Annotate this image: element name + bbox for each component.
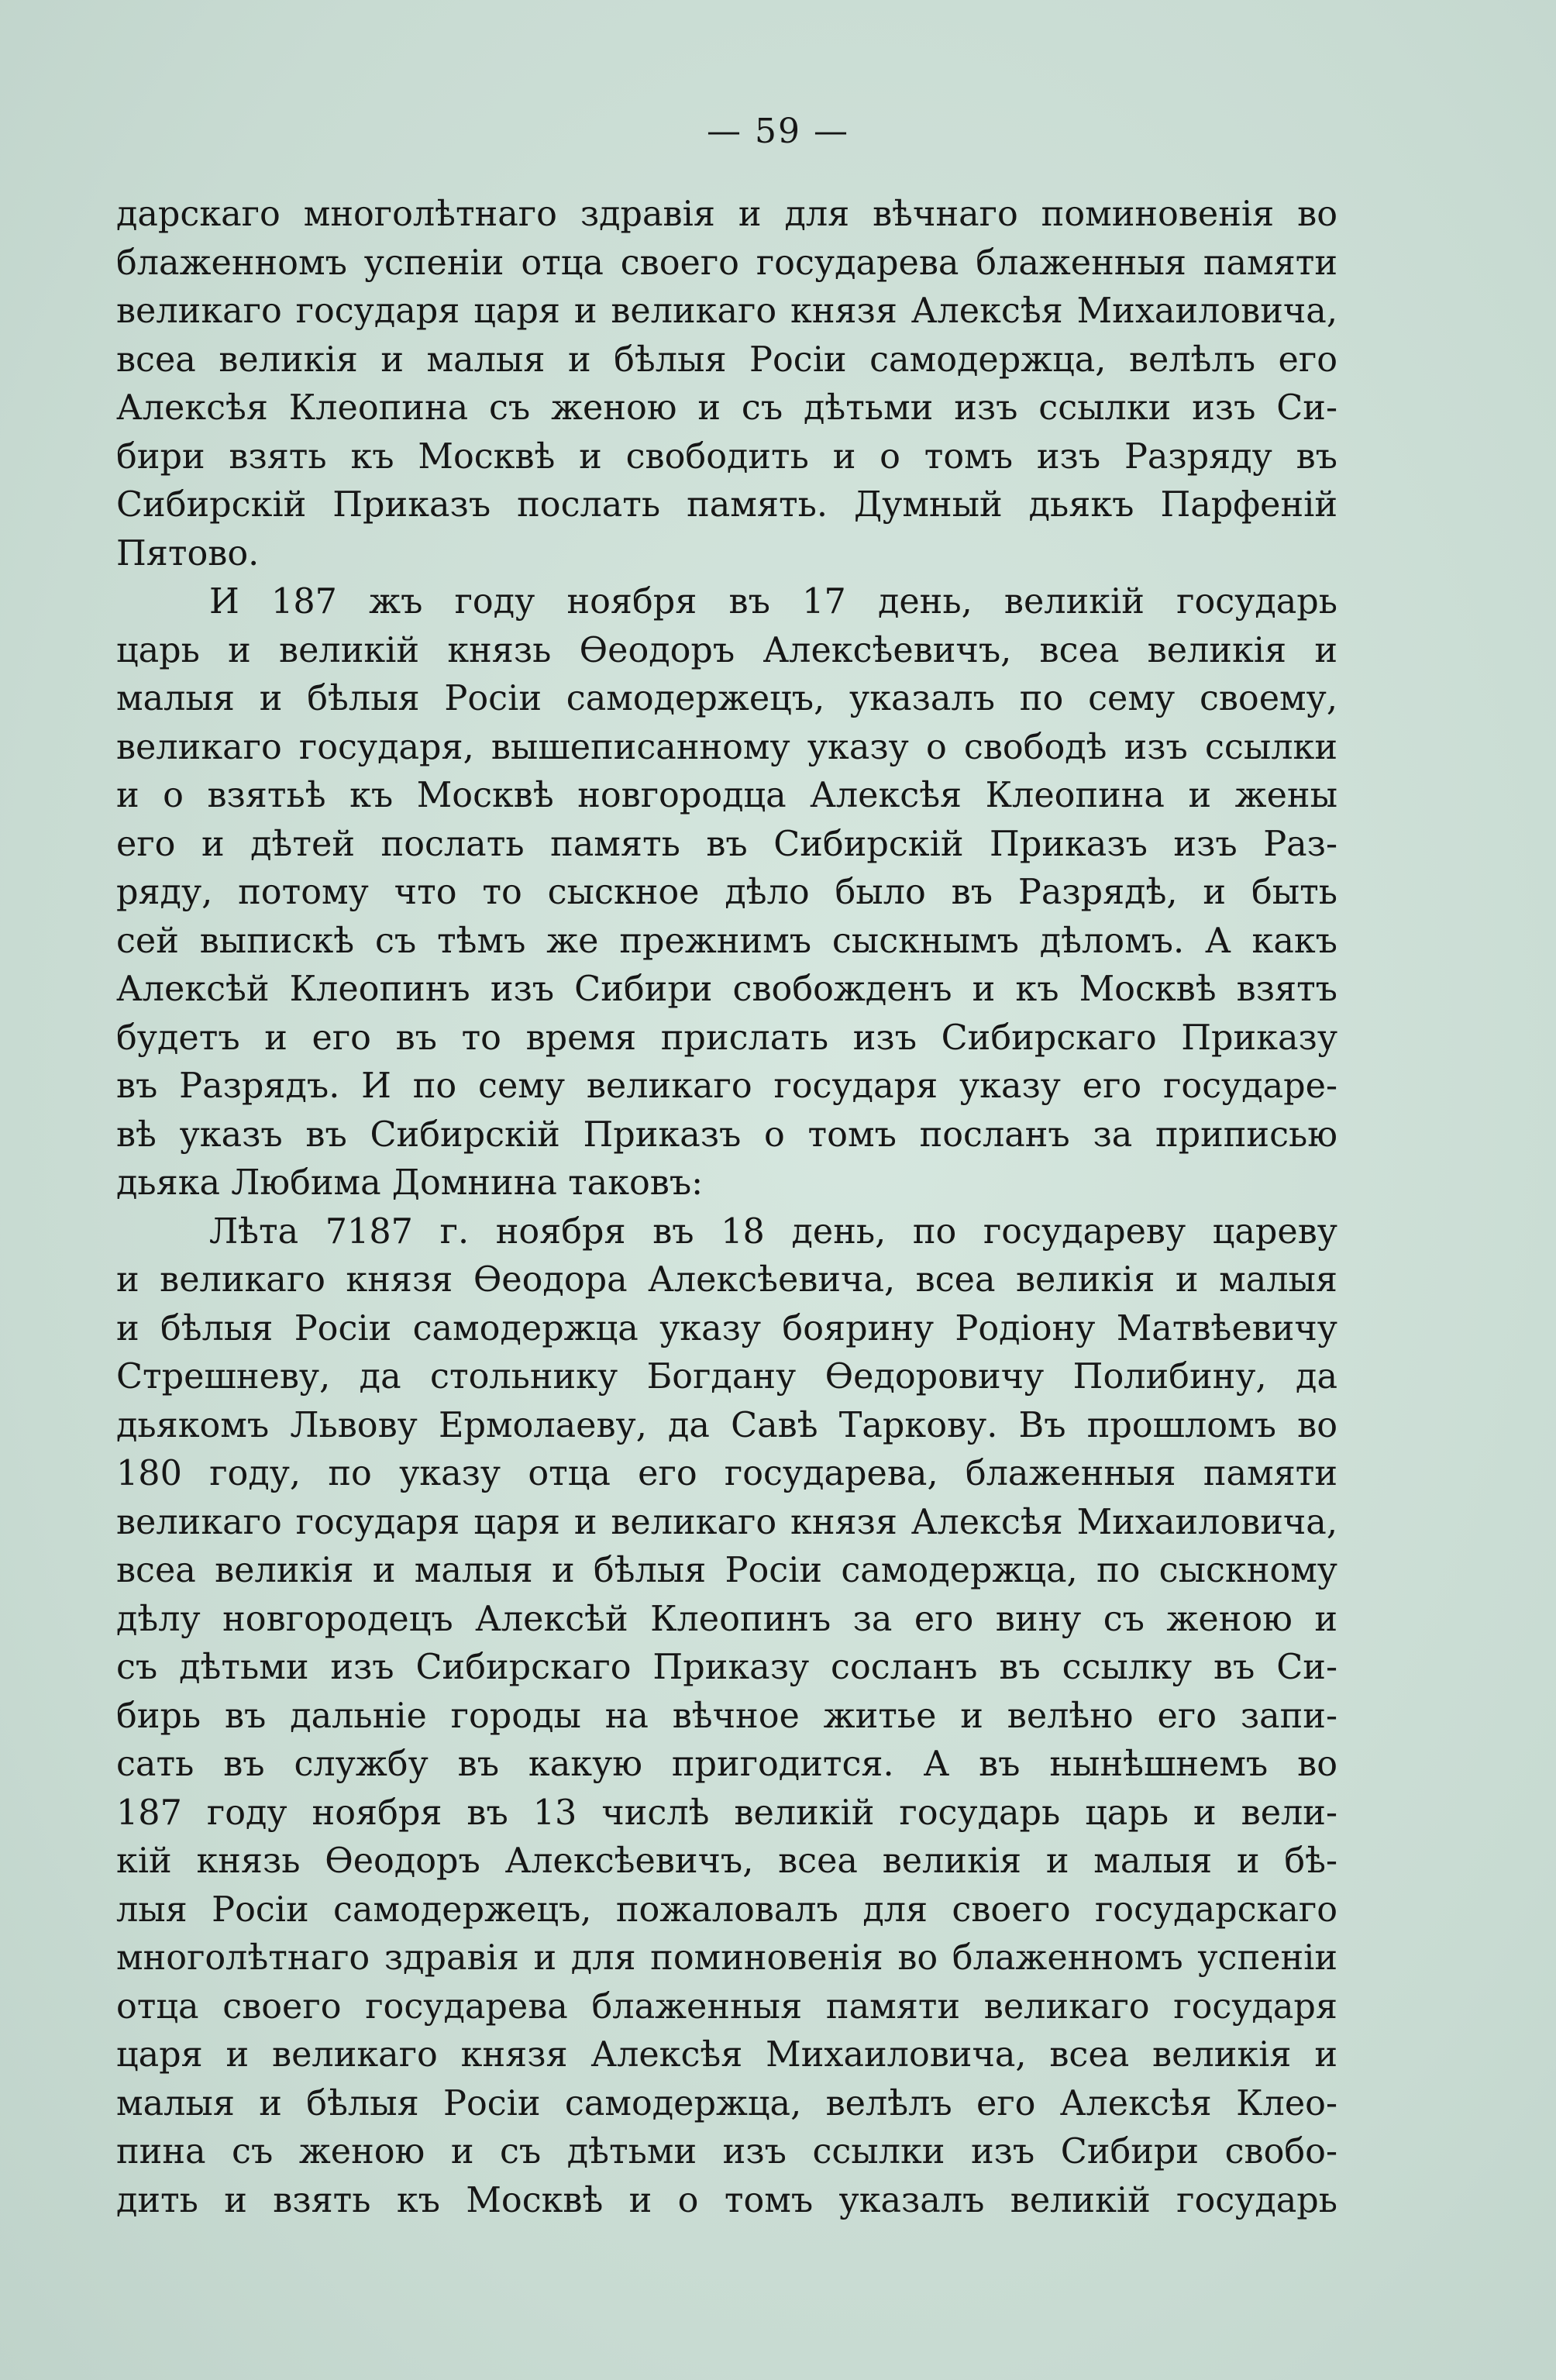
text-line: Пятово. (116, 533, 260, 573)
text-line: великаго государя, вышеписанному указу о свободѣ изъ ссылки (116, 727, 1337, 767)
text-line: Алексѣя Клеопина съ женою и съ дѣтьми изъ ссылки изъ Си- (116, 388, 1337, 428)
text-line: лыя Росіи самодержецъ, пожаловалъ для своего государскаго (116, 1889, 1337, 1930)
text-line: малыя и бѣлыя Росіи самодержца, велѣлъ его Алексѣя Клео- (116, 2083, 1337, 2123)
text-line: великаго государя царя и великаго князя Алексѣя Михаиловича, (116, 291, 1337, 331)
text-line: бирь въ дальніе городы на вѣчное житье и велѣно его запи- (116, 1696, 1337, 1736)
text-line: царь и великій князь Ѳеодоръ Алексѣевичъ, всеа великія и (116, 630, 1337, 670)
text-line: малыя и бѣлыя Росіи самодержецъ, указалъ по сему своему, (116, 679, 1337, 718)
text-line: отца своего государева блаженныя памяти великаго государя (116, 1986, 1337, 2027)
text-line: его и дѣтей послать память въ Сибирскій Приказъ изъ Раз- (116, 824, 1337, 864)
text-line: сать въ службу въ какую пригодится. А въ нынѣшнемъ во (116, 1745, 1337, 1784)
text-line: всеа великія и малыя и бѣлыя Росіи самодержца, по сыскному (116, 1551, 1337, 1590)
page-number: — 59 — (707, 112, 849, 151)
body-text (116, 191, 1337, 2225)
text-line: блаженномъ успеніи отца своего государева блаженныя памяти (116, 243, 1337, 283)
text-line: вѣ указъ въ Сибирскій Приказъ о томъ посланъ за приписью (116, 1114, 1337, 1155)
text-line: пина съ женою и съ дѣтьми изъ ссылки изъ Сибири свобо- (116, 2132, 1337, 2172)
text-line: Сибирскій Приказъ послать память. Думный дьякъ Парфеній (116, 485, 1337, 525)
paragraph-first-line: И 187 жъ году ноября въ 17 день, великій государь (209, 582, 1337, 622)
text-line: 187 году ноября въ 13 числѣ великій государь царь и вели- (116, 1793, 1337, 1833)
text-line: и великаго князя Ѳеодора Алексѣевича, всеа великія и малыя (116, 1260, 1337, 1300)
text-line: ряду, потому что то сыскное дѣло было въ Разрядѣ, и быть (116, 873, 1337, 912)
text-line: Алексѣй Клеопинъ изъ Сибири свобожденъ и къ Москвѣ взятъ (116, 970, 1337, 1009)
text-line: сей выпискѣ съ тѣмъ же прежнимъ сыскнымъ дѣломъ. А какъ (116, 921, 1337, 961)
text-line: всеа великія и малыя и бѣлыя Росіи самодержца, велѣлъ его (116, 339, 1337, 380)
paragraph-first-line: Лѣта 7187 г. ноября въ 18 день, по государеву цареву (209, 1211, 1337, 1252)
text-line: Стрешневу, да стольнику Богдану Ѳедоровичу Полибину, да (116, 1357, 1337, 1397)
text-line: кій князь Ѳеодоръ Алексѣевичъ, всеа великія и малыя и бѣ- (116, 1841, 1337, 1881)
text-line: бири взять къ Москвѣ и свободить и о томъ изъ Разряду въ (116, 436, 1337, 477)
text-line: и бѣлыя Росіи самодержца указу боярину Родіону Матвѣевичу (116, 1308, 1337, 1348)
text-line: дѣлу новгородецъ Алексѣй Клеопинъ за его вину съ женою и (116, 1599, 1337, 1639)
text-line: 180 году, по указу отца его государева, блаженныя памяти (116, 1454, 1337, 1493)
text-line: великаго государя царя и великаго князя Алексѣя Михаиловича, (116, 1502, 1337, 1542)
text-line: съ дѣтьми изъ Сибирскаго Приказу сосланъ въ ссылку въ Си- (116, 1648, 1337, 1687)
text-line: дарскаго многолѣтнаго здравія и для вѣчнаго поминовенія во (116, 195, 1337, 234)
text-line: дить и взять къ Москвѣ и о томъ указалъ великій государь (116, 2180, 1337, 2220)
text-line: дьякомъ Львову Ермолаеву, да Савѣ Таркову. Въ прошломъ во (116, 1405, 1337, 1445)
text-line: въ Разрядъ. И по сему великаго государя указу его государе- (116, 1066, 1337, 1106)
text-line: будетъ и его въ то время прислать изъ Сибирскаго Приказу (116, 1018, 1337, 1058)
text-line: дьяка Любима Домнина таковъ: (116, 1163, 704, 1203)
text-line: и о взятьѣ къ Москвѣ новгородца Алексѣя Клеопина и жены (116, 776, 1337, 815)
text-line: многолѣтнаго здравія и для поминовенія во блаженномъ успеніи (116, 1938, 1337, 1978)
text-line: царя и великаго князя Алексѣя Михаиловича, всеа великія и (116, 2035, 1337, 2075)
